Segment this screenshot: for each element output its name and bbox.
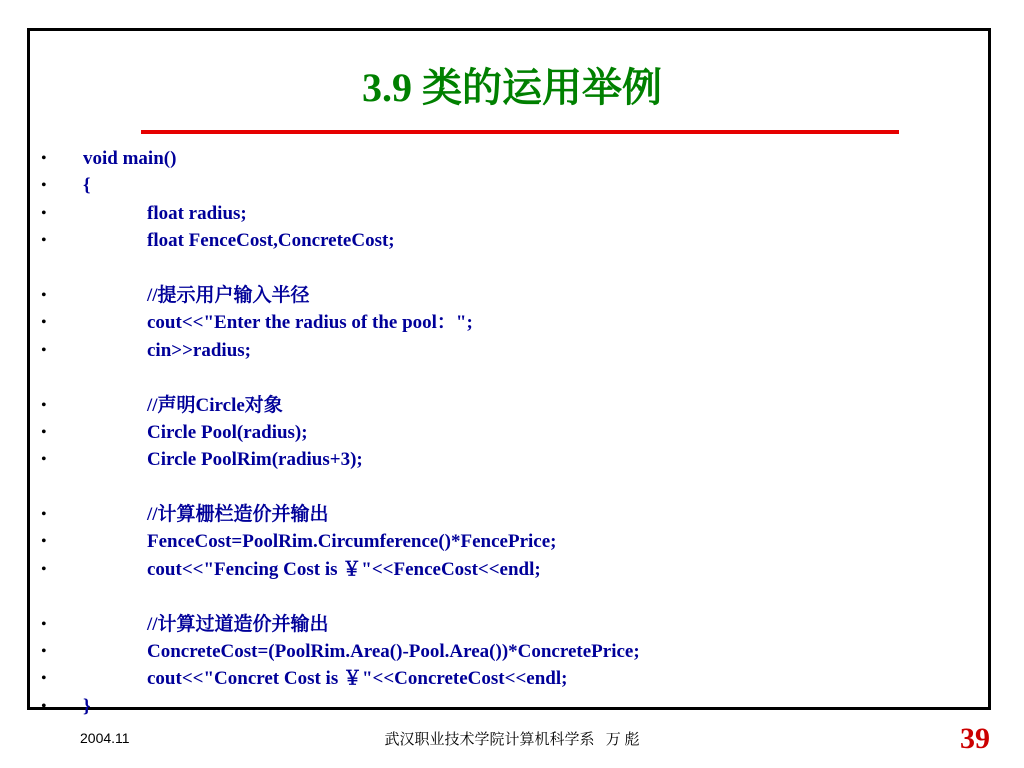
bullet-point: • xyxy=(41,423,47,441)
bullet-point: • xyxy=(41,314,47,332)
bullet-point: • xyxy=(41,232,47,250)
bullet-point: • xyxy=(41,286,47,304)
code-line-text: Circle Pool(radius); xyxy=(147,421,308,443)
code-line-text: { xyxy=(83,175,91,197)
code-line-text: float radius; xyxy=(147,202,247,224)
code-line-text: Circle PoolRim(radius+3); xyxy=(147,449,363,471)
code-line-text: float FenceCost,ConcreteCost; xyxy=(147,230,395,252)
bullet-point: • xyxy=(41,341,47,359)
code-line-text: cout<<"Fencing Cost is ￥"<<FenceCost<<endl; xyxy=(147,558,541,580)
bullet-point: • xyxy=(41,697,47,715)
bullet-point: • xyxy=(41,670,47,688)
footer-date: 2004.11 xyxy=(80,730,130,746)
code-line-text: cout<<"Concret Cost is ￥"<<ConcreteCost<<endl; xyxy=(147,668,568,690)
code-line-text: cin>>radius; xyxy=(147,339,251,361)
bullet-point: • xyxy=(41,177,47,195)
bullet-point: • xyxy=(41,204,47,222)
bullet-point: • xyxy=(41,150,47,167)
bullet-point: • xyxy=(41,451,47,469)
code-line-text: cout<<"Enter the radius of the pool："; xyxy=(147,312,473,334)
code-line-text: FenceCost=PoolRim.Circumference()*FencePrice; xyxy=(147,531,557,553)
code-line-text: //声明Circle对象 xyxy=(147,394,283,416)
footer-organization: 武汉职业技术学院计算机科学系 万 彪 xyxy=(384,732,640,748)
code-line-text: } xyxy=(83,695,91,717)
code-line-text: //计算过道造价并输出 xyxy=(147,613,329,635)
bullet-point: • xyxy=(41,643,47,661)
title-underline xyxy=(141,130,899,134)
slide-title: 3.9 类的运用举例 xyxy=(362,65,662,110)
page-number: 39 xyxy=(960,722,990,755)
bullet-point: • xyxy=(41,560,47,578)
bullet-point: • xyxy=(41,615,47,633)
bullet-point: • xyxy=(41,533,47,551)
code-line-text: //计算栅栏造价并输出 xyxy=(147,504,329,526)
code-line-text: //提示用户输入半径 xyxy=(147,284,310,306)
code-line-text: void main() xyxy=(83,148,177,169)
bullet-point: • xyxy=(41,396,47,414)
bullet-point: • xyxy=(41,506,47,524)
code-line-text: ConcreteCost=(PoolRim.Area()-Pool.Area())*ConcretePrice; xyxy=(147,641,640,663)
